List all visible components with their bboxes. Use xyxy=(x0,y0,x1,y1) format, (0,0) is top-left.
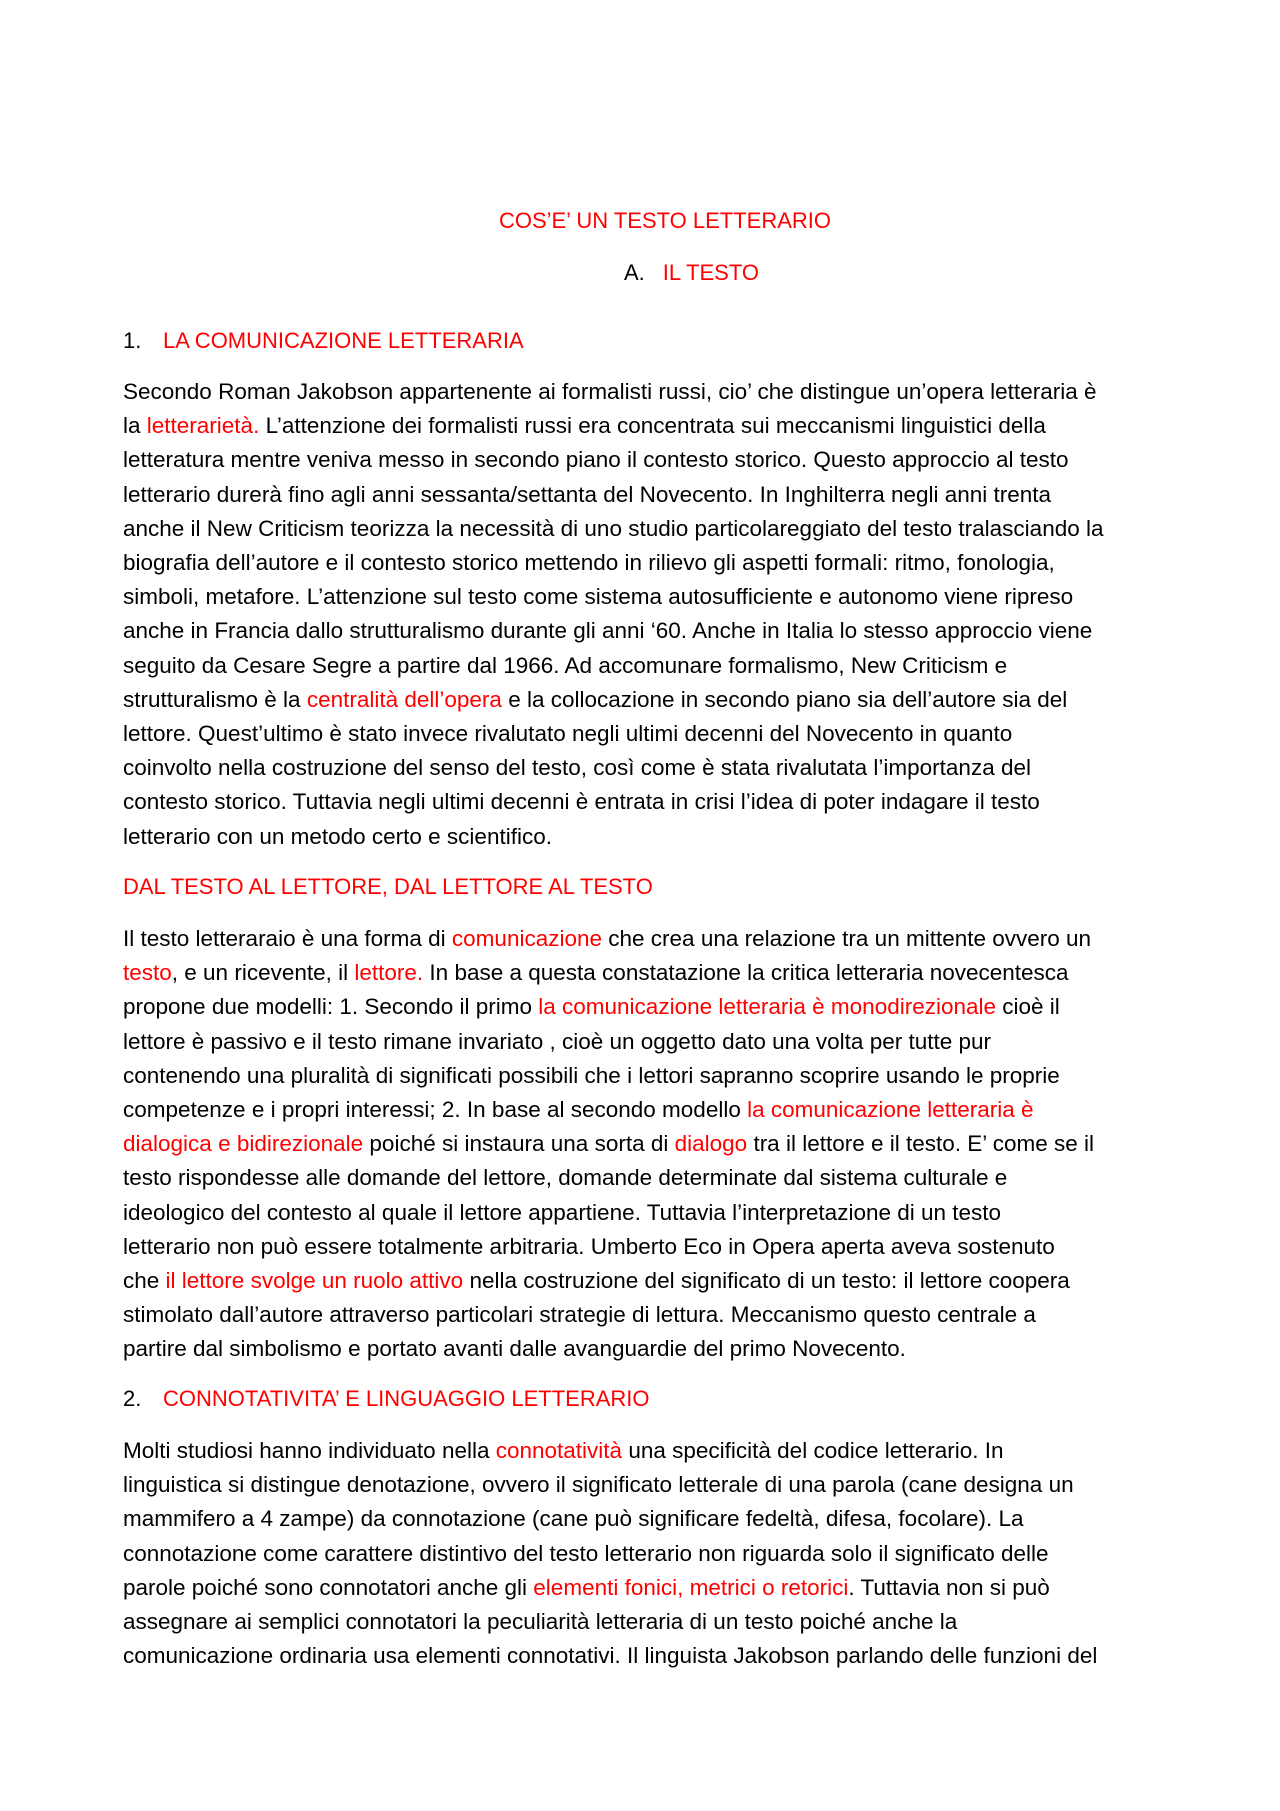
paragraph-line: testo rispondesse alle domande del lettore, domande determinate dal sistema culturale e xyxy=(123,1165,1008,1191)
paragraph-line: simboli, metafore. L’attenzione sul testo come sistema autosufficiente e autonomo viene ripreso xyxy=(123,584,1074,610)
highlight-ruolo-attivo: il lettore svolge un ruolo attivo xyxy=(165,1268,464,1294)
paragraph-line: anche in Francia dallo strutturalismo durante gli anni ‘60. Anche in Italia lo stesso approccio viene xyxy=(123,618,1093,644)
paragraph-line: seguito da Cesare Segre a partire dal 1966. Ad accomunare formalismo, New Criticism e xyxy=(123,652,1008,678)
highlight-bidirezionale-start: la comunicazione letteraria è xyxy=(747,1097,1034,1123)
section-a-heading xyxy=(624,258,759,288)
paragraph-line: anche il New Criticism teorizza la necessità di uno studio particolareggiato del testo tralasciando la xyxy=(123,515,1104,541)
paragraph-line: testo, e un ricevente, il lettore. In base a questa constatazione la critica letteraria novecentesca xyxy=(123,960,1069,986)
paragraph-line: che il lettore svolge un ruolo attivo nella costruzione del significato di un testo: il lettore coopera xyxy=(123,1268,1070,1294)
paragraph-line: coinvolto nella costruzione del senso del testo, così come è stata rivalutata l’importanza del xyxy=(123,755,1031,781)
paragraph-line: linguistica si distingue denotazione, ovvero il significato letterale di una parola (cane designa un xyxy=(123,1472,1074,1498)
section-2-heading xyxy=(123,1384,650,1414)
paragraph-line: letterario con un metodo certo e scientifico. xyxy=(123,823,552,849)
paragraph-line: letterario non può essere totalmente arbitraria. Umberto Eco in Opera aperta aveva sostenuto xyxy=(123,1233,1055,1259)
paragraph-line: letteratura mentre veniva messo in secondo piano il contesto storico. Questo approccio al testo xyxy=(123,447,1069,473)
paragraph-1 xyxy=(123,375,1163,854)
paragraph-line: stimolato dall’autore attraverso particolari strategie di lettura. Meccanismo questo centrale a xyxy=(123,1302,1036,1328)
paragraph-line: strutturalismo è la centralità dell’opera e la collocazione in secondo piano sia dell’autore sia del xyxy=(123,686,1068,712)
paragraph-line: connotazione come carattere distintivo del testo letterario non riguarda solo il significato delle xyxy=(123,1540,1049,1566)
paragraph-line: contesto storico. Tuttavia negli ultimi decenni è entrata in crisi l’idea di poter indagare il testo xyxy=(123,789,1040,815)
section-2-number: 2. xyxy=(123,1386,142,1411)
paragraph-line: partire dal simbolismo e portato avanti dalle avanguardie del primo Novecento. xyxy=(123,1336,906,1362)
section-1-number: 1. xyxy=(123,328,142,353)
paragraph-line: contenendo una pluralità di significati possibili che i lettori sapranno scoprire usando le proprie xyxy=(123,1062,1060,1088)
section-a-marker: A. xyxy=(624,260,645,285)
paragraph-line: Il testo letteraraio è una forma di comunicazione che crea una relazione tra un mittente ovvero un xyxy=(123,926,1092,951)
highlight-lettore: lettore. xyxy=(354,960,430,986)
paragraph-line: dialogica e bidirezionale poiché si instaura una sorta di dialogo tra il lettore e il testo. E’ come se il xyxy=(123,1131,1094,1157)
highlight-dialogo: dialogo xyxy=(674,1131,748,1157)
paragraph-line: competenze e i propri interessi; 2. In base al secondo modello la comunicazione letteraria è xyxy=(123,1097,1034,1123)
paragraph-line: mammifero a 4 zampe) da connotazione (cane può significare fedeltà, difesa, focolare). La xyxy=(123,1506,1024,1532)
paragraph-line: lettore è passivo e il testo rimane invariato , cioè un oggetto dato una volta per tutte pur xyxy=(123,1028,992,1054)
highlight-connotativita: connotatività xyxy=(495,1438,623,1463)
paragraph-2 xyxy=(123,922,1163,1367)
paragraph-line: Molti studiosi hanno individuato nella connotatività una specificità del codice letterario. In xyxy=(123,1438,1004,1463)
paragraph-line: Secondo Roman Jakobson appartenente ai formalisti russi, cio’ che distingue un’opera letteraria è xyxy=(123,379,1097,404)
section-2-title: CONNOTATIVITA’ E LINGUAGGIO LETTERARIO xyxy=(163,1386,650,1411)
highlight-comunicazione: comunicazione xyxy=(451,926,603,951)
highlight-monodirezionale: la comunicazione letteraria è monodirezionale xyxy=(538,994,997,1020)
section-1-title: LA COMUNICAZIONE LETTERARIA xyxy=(163,328,524,353)
document-title: COS’E’ UN TESTO LETTERARIO xyxy=(498,208,832,233)
paragraph-line: ideologico del contesto al quale il lettore appartiene. Tuttavia l’interpretazione di un testo xyxy=(123,1199,1002,1225)
section-dal-testo-heading: DAL TESTO AL LETTORE, DAL LETTORE AL TESTO xyxy=(123,874,653,899)
paragraph-line: assegnare ai semplici connotatori la peculiarità letteraria di un testo poiché anche la xyxy=(123,1609,958,1635)
section-1-heading xyxy=(123,326,524,356)
paragraph-line: parole poiché sono connotatori anche gli elementi fonici, metrici o retorici. Tuttavia non si può xyxy=(123,1574,1050,1600)
paragraph-line: comunicazione ordinaria usa elementi connotativi. Il linguista Jakobson parlando delle funzioni del xyxy=(123,1643,1098,1669)
highlight-centralita: centralità dell’opera xyxy=(306,686,502,712)
paragraph-line: letterario durerà fino agli anni sessanta/settanta del Novecento. In Inghilterra negli anni trenta xyxy=(123,481,1052,507)
section-a-title: IL TESTO xyxy=(662,260,759,285)
paragraph-line: la letterarietà. L’attenzione dei formalisti russi era concentrata sui meccanismi linguistici della xyxy=(123,413,1046,439)
highlight-testo: testo xyxy=(123,960,172,986)
paragraph-line: biografia dell’autore e il contesto storico mettendo in rilievo gli aspetti formali: ritmo, fonologia, xyxy=(123,550,1055,576)
highlight-elementi-fonici: elementi fonici, metrici o retorici xyxy=(533,1574,849,1600)
paragraph-3 xyxy=(123,1434,1163,1673)
paragraph-line: propone due modelli: 1. Secondo il primo la comunicazione letteraria è monodirezionale cioè il xyxy=(123,994,1060,1020)
highlight-letterarieta: letterarietà. xyxy=(146,413,260,439)
highlight-bidirezionale-end: dialogica e bidirezionale xyxy=(123,1131,364,1157)
paragraph-line: lettore. Quest’ultimo è stato invece rivalutato negli ultimi decenni del Novecento in quanto xyxy=(123,721,1013,747)
